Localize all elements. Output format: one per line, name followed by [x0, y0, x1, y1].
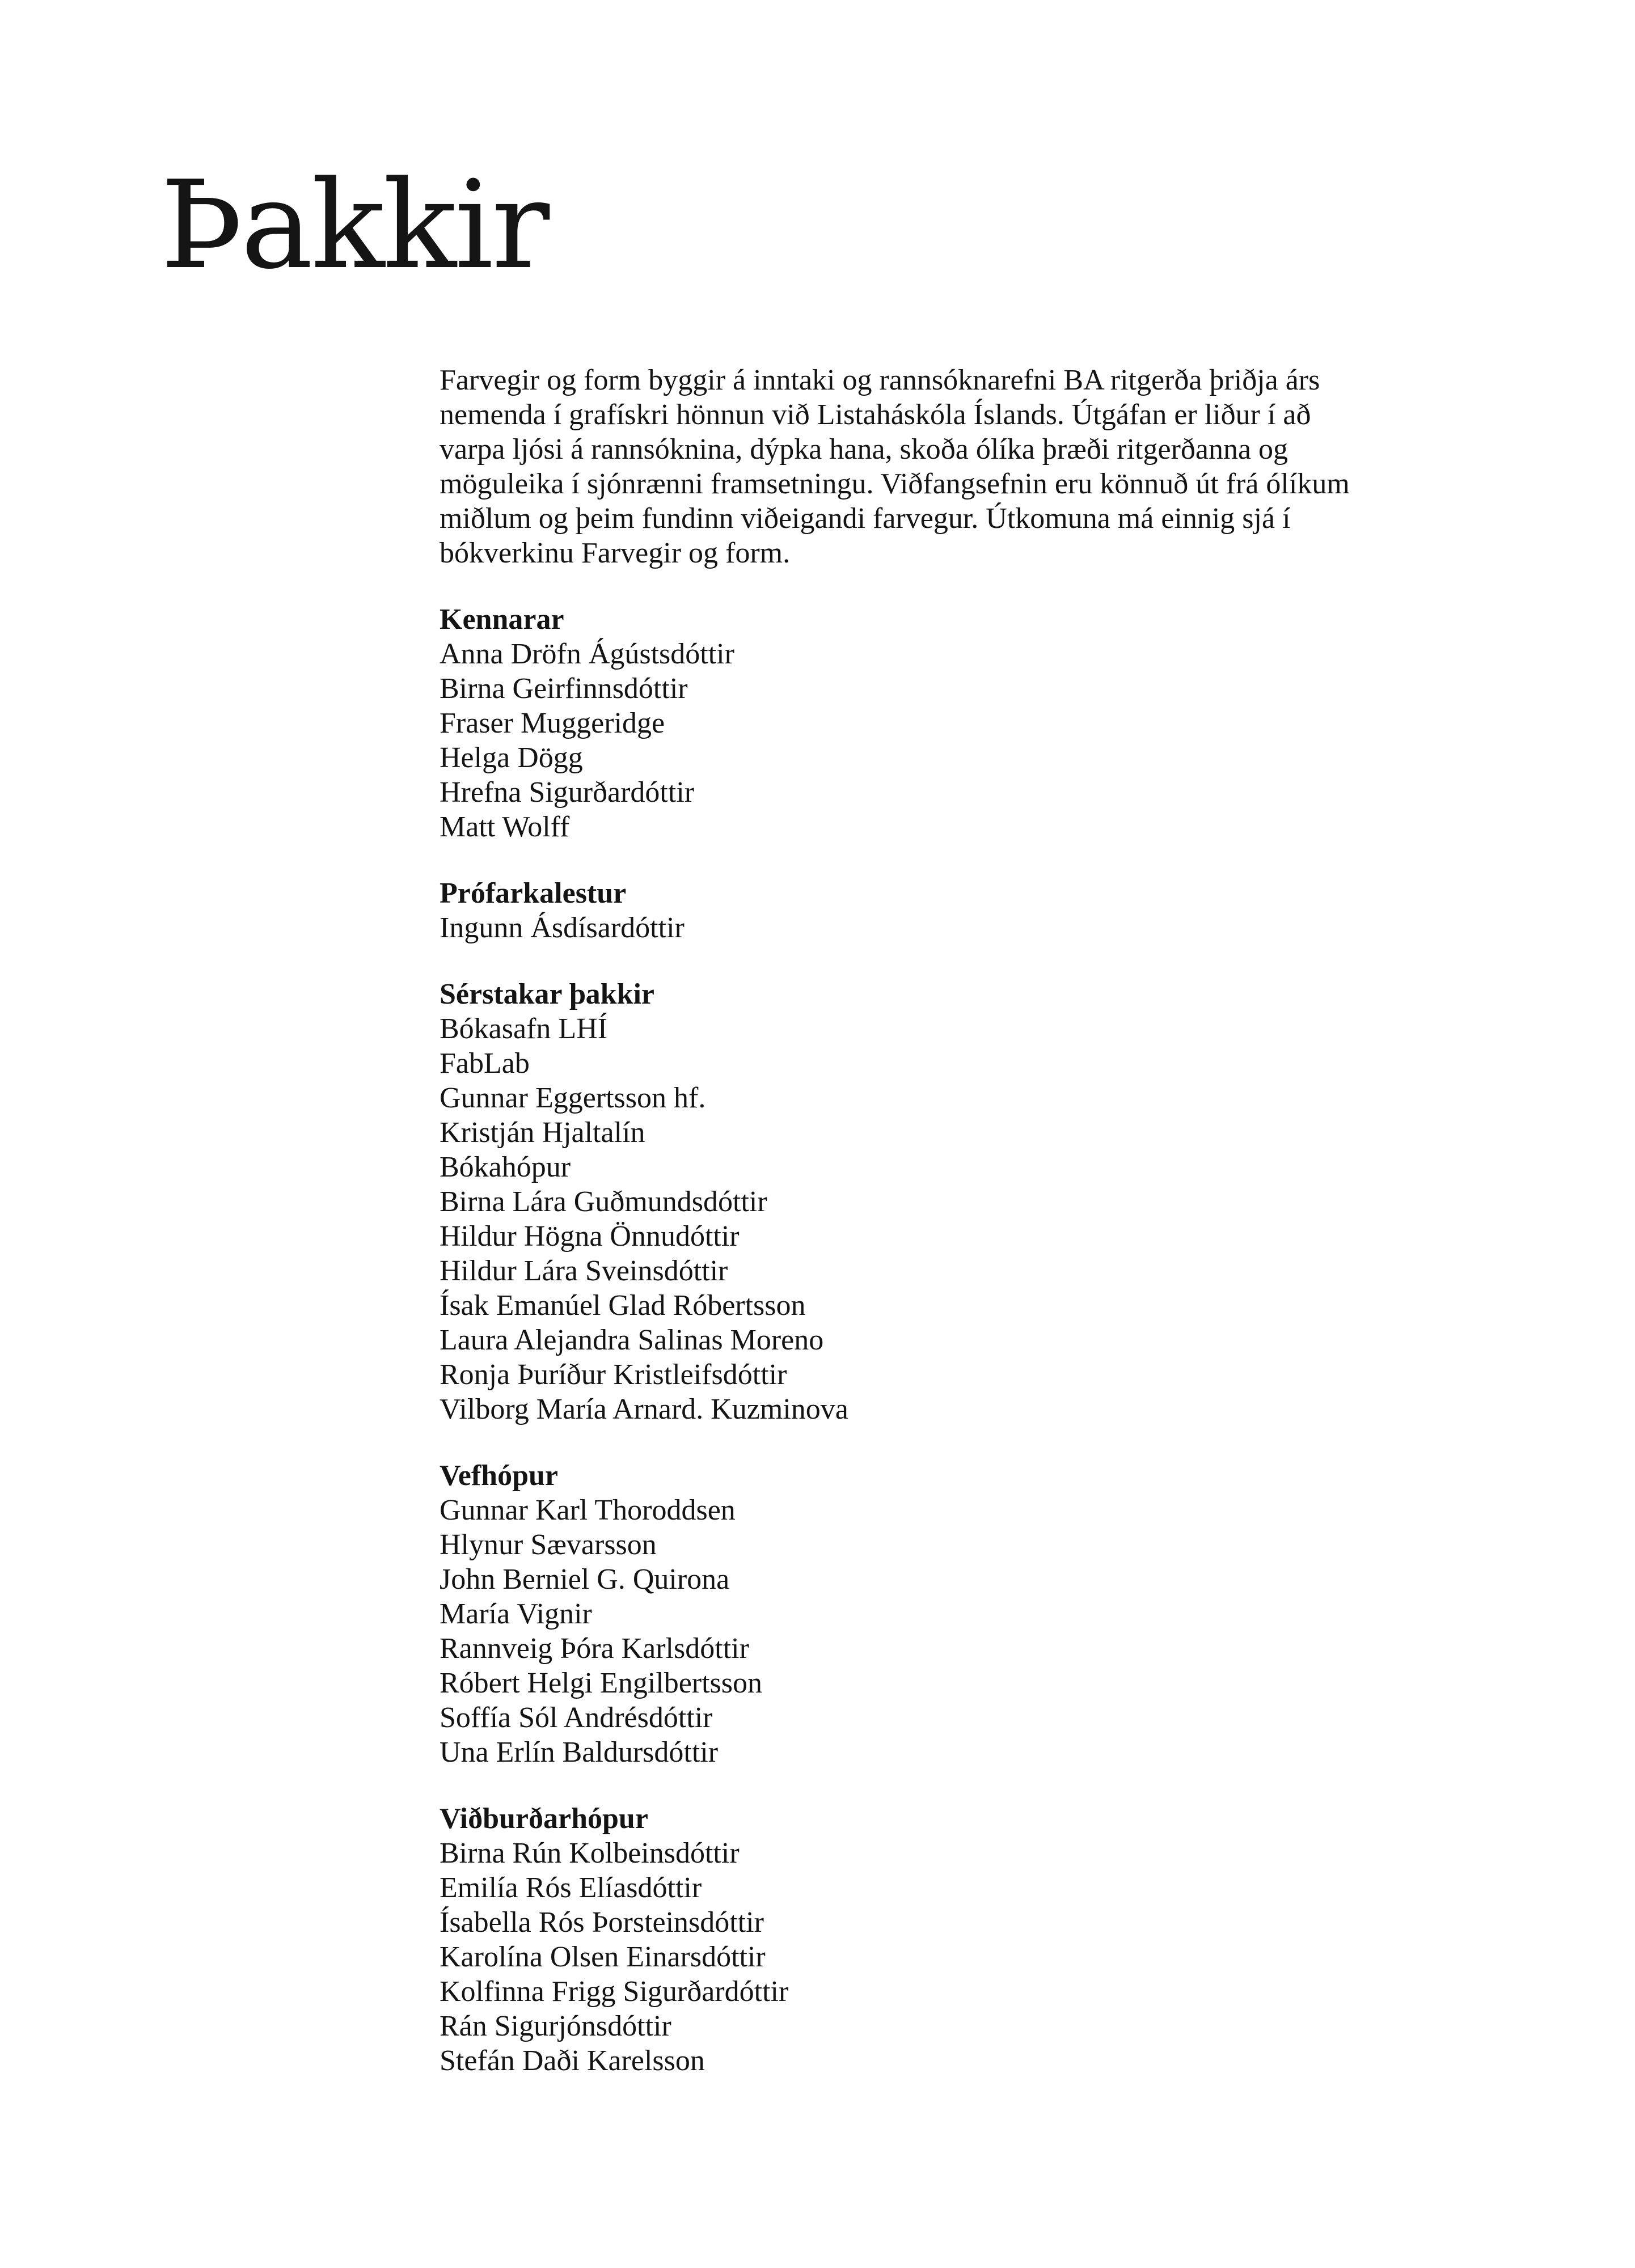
section-heading: Vefhópur	[440, 1459, 559, 1492]
name-line: Bókasafn LHÍ	[440, 1013, 608, 1045]
name-line: Vilborg María Arnard. Kuzminova	[440, 1393, 848, 1425]
name-line: Fraser Muggeridge	[440, 707, 665, 739]
name-line: Hlynur Sævarsson	[440, 1529, 657, 1561]
name-line: Hildur Högna Önnudóttir	[440, 1220, 740, 1253]
name-line: Karolína Olsen Einarsdóttir	[440, 1941, 766, 1973]
content-column	[440, 363, 1415, 2078]
section-heading: Prófarkalestur	[440, 877, 627, 909]
name-line: Emilía Rós Elíasdóttir	[440, 1872, 702, 1904]
name-line: Birna Rún Kolbeinsdóttir	[440, 1837, 740, 1869]
name-line: John Berniel G. Quirona	[440, 1563, 730, 1596]
name-line: Stefán Daði Karelsson	[440, 2045, 705, 2077]
section	[440, 977, 1415, 1427]
name-line: Hildur Lára Sveinsdóttir	[440, 1255, 728, 1287]
section	[440, 1458, 1415, 1770]
name-line: Birna Geirfinnsdóttir	[440, 672, 688, 705]
name-line: Soffía Sól Andrésdóttir	[440, 1702, 713, 1734]
name-line: Laura Alejandra Salinas Moreno	[440, 1324, 824, 1356]
name-line: Hrefna Sigurðardóttir	[440, 776, 695, 809]
name-line: FabLab	[440, 1047, 530, 1080]
sections	[440, 602, 1415, 2078]
section-heading: Kennarar	[440, 603, 564, 636]
name-line: Ísak Emanúel Glad Róbertsson	[440, 1289, 806, 1322]
name-line: Matt Wolff	[440, 811, 570, 843]
name-line: Una Erlín Baldursdóttir	[440, 1736, 719, 1768]
intro-line: möguleika í sjónrænni framsetningu. Viðfangsefnin eru könnuð út frá ólíkum	[440, 468, 1350, 500]
section-heading: Sérstakar þakkir	[440, 978, 654, 1010]
intro-line: miðlum og þeim fundinn viðeigandi farvegur. Útkomuna má einnig sjá í	[440, 502, 1291, 535]
name-line: Helga Dögg	[440, 742, 583, 774]
name-line: Rán Sigurjónsdóttir	[440, 2010, 671, 2042]
section	[440, 1801, 1415, 2078]
page-title: Þakkir	[160, 155, 548, 296]
name-line: Bókahópur	[440, 1151, 571, 1183]
name-line: Birna Lára Guðmundsdóttir	[440, 1186, 767, 1218]
name-line: Ísabella Rós Þorsteinsdóttir	[440, 1906, 764, 1939]
name-line: Róbert Helgi Engilbertsson	[440, 1667, 763, 1699]
intro-line: nemenda í grafískri hönnun við Listaháskóla Íslands. Útgáfan er liður í að	[440, 399, 1311, 431]
section	[440, 602, 1415, 844]
name-line: María Vignir	[440, 1598, 592, 1630]
section-heading: Viðburðarhópur	[440, 1802, 648, 1835]
name-line: Ingunn Ásdísardóttir	[440, 912, 685, 944]
name-line: Anna Dröfn Ágústsdóttir	[440, 638, 734, 670]
intro-line: Farvegir og form byggir á inntaki og rannsóknarefni BA ritgerða þriðja árs	[440, 364, 1320, 396]
intro-line: bókverkinu Farvegir og form.	[440, 537, 791, 569]
name-line: Ronja Þuríður Kristleifsdóttir	[440, 1359, 787, 1391]
intro-paragraph	[440, 363, 1415, 570]
section	[440, 876, 1415, 945]
intro-line: varpa ljósi á rannsóknina, dýpka hana, skoða ólíka þræði ritgerðanna og	[440, 433, 1288, 466]
name-line: Gunnar Karl Thoroddsen	[440, 1494, 736, 1526]
name-line: Kristján Hjaltalín	[440, 1116, 645, 1149]
name-line: Kolfinna Frigg Sigurðardóttir	[440, 1975, 789, 2008]
name-line: Gunnar Eggertsson hf.	[440, 1082, 706, 1114]
name-line: Rannveig Þóra Karlsdóttir	[440, 1632, 749, 1665]
